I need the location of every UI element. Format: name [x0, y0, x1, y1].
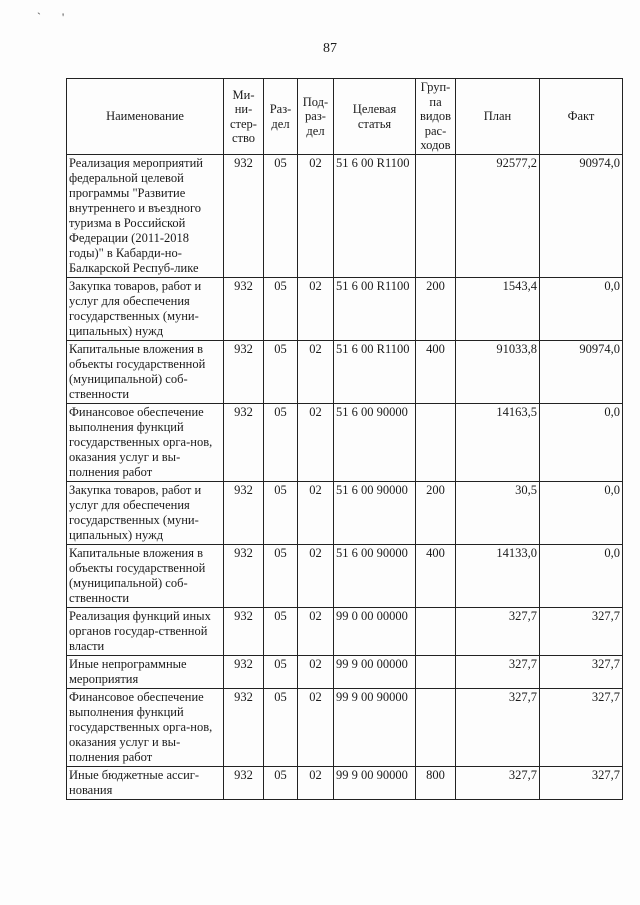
- cell-section: 05: [264, 545, 298, 608]
- cell-ministry: 932: [224, 656, 264, 689]
- cell-name: Капитальные вложения в объекты государственной (муниципальной) соб-ственности: [67, 341, 224, 404]
- cell-group: 200: [416, 482, 456, 545]
- cell-fact: 327,7: [540, 608, 623, 656]
- cell-fact: 327,7: [540, 689, 623, 767]
- cell-group: [416, 608, 456, 656]
- cell-name: Финансовое обеспечение выполнения функций государственных орга-нов, оказания услуг и вы-полнения работ: [67, 404, 224, 482]
- cell-subsection: 02: [298, 608, 334, 656]
- table-row: [67, 155, 623, 278]
- col-header-group: Груп- па видов рас- ходов: [416, 79, 456, 155]
- table-row: [67, 404, 623, 482]
- cell-target: 99 0 00 00000: [334, 608, 416, 656]
- cell-subsection: 02: [298, 767, 334, 800]
- cell-ministry: 932: [224, 608, 264, 656]
- cell-group: 800: [416, 767, 456, 800]
- cell-plan: 327,7: [456, 689, 540, 767]
- cell-plan: 1543,4: [456, 278, 540, 341]
- col-header-ministry: Ми- ни- стер- ство: [224, 79, 264, 155]
- cell-target: 51 6 00 R1100: [334, 155, 416, 278]
- cell-name: Реализация мероприятий федеральной целевой программы "Развитие внутреннего и въездного туризма в Российской Федерации (2011-2018 годы)" в Кабарди-но-Балкарской Респуб-лике: [67, 155, 224, 278]
- page-number: 87: [323, 41, 337, 56]
- cell-ministry: 932: [224, 482, 264, 545]
- cell-plan: 327,7: [456, 656, 540, 689]
- cell-target: 51 6 00 90000: [334, 404, 416, 482]
- table-row: [67, 545, 623, 608]
- cell-plan: 91033,8: [456, 341, 540, 404]
- table-row: [67, 608, 623, 656]
- cell-name: Иные непрограммные мероприятия: [67, 656, 224, 689]
- cell-section: 05: [264, 404, 298, 482]
- table-row: [67, 767, 623, 800]
- cell-ministry: 932: [224, 404, 264, 482]
- cell-target: 99 9 00 90000: [334, 689, 416, 767]
- cell-plan: 327,7: [456, 767, 540, 800]
- cell-fact: 0,0: [540, 482, 623, 545]
- cell-fact: 327,7: [540, 656, 623, 689]
- cell-ministry: 932: [224, 155, 264, 278]
- cell-ministry: 932: [224, 545, 264, 608]
- cell-section: 05: [264, 767, 298, 800]
- table-row: [67, 341, 623, 404]
- cell-plan: 30,5: [456, 482, 540, 545]
- header-row: [67, 79, 623, 155]
- cell-ministry: 932: [224, 767, 264, 800]
- cell-plan: 327,7: [456, 608, 540, 656]
- cell-name: Реализация функций иных органов государ-ственной власти: [67, 608, 224, 656]
- col-header-target: Целевая статья: [334, 79, 416, 155]
- cell-subsection: 02: [298, 482, 334, 545]
- cell-plan: 14163,5: [456, 404, 540, 482]
- cell-section: 05: [264, 656, 298, 689]
- cell-group: 200: [416, 278, 456, 341]
- table-row: [67, 656, 623, 689]
- cell-target: 51 6 00 R1100: [334, 341, 416, 404]
- cell-subsection: 02: [298, 689, 334, 767]
- cell-subsection: 02: [298, 404, 334, 482]
- table-row: [67, 689, 623, 767]
- cell-ministry: 932: [224, 689, 264, 767]
- cell-subsection: 02: [298, 278, 334, 341]
- cell-subsection: 02: [298, 545, 334, 608]
- cell-section: 05: [264, 689, 298, 767]
- cell-section: 05: [264, 482, 298, 545]
- cell-section: 05: [264, 278, 298, 341]
- cell-name: Иные бюджетные ассиг-нования: [67, 767, 224, 800]
- cell-group: [416, 656, 456, 689]
- cell-ministry: 932: [224, 278, 264, 341]
- cell-name: Финансовое обеспечение выполнения функций государственных орга-нов, оказания услуг и вы-полнения работ: [67, 689, 224, 767]
- cell-subsection: 02: [298, 155, 334, 278]
- cell-fact: 0,0: [540, 278, 623, 341]
- scan-mark: ': [62, 10, 65, 24]
- table-row: [67, 278, 623, 341]
- cell-group: [416, 404, 456, 482]
- cell-subsection: 02: [298, 341, 334, 404]
- cell-fact: 90974,0: [540, 155, 623, 278]
- cell-name: Капитальные вложения в объекты государственной (муниципальной) соб-ственности: [67, 545, 224, 608]
- cell-fact: 327,7: [540, 767, 623, 800]
- col-header-plan: План: [456, 79, 540, 155]
- cell-fact: 0,0: [540, 404, 623, 482]
- table-row: [67, 482, 623, 545]
- cell-subsection: 02: [298, 656, 334, 689]
- cell-target: 51 6 00 90000: [334, 545, 416, 608]
- col-header-fact: Факт: [540, 79, 623, 155]
- cell-plan: 92577,2: [456, 155, 540, 278]
- col-header-name: Наименование: [67, 79, 224, 155]
- budget-table: [66, 78, 623, 800]
- cell-section: 05: [264, 155, 298, 278]
- cell-fact: 90974,0: [540, 341, 623, 404]
- cell-group: 400: [416, 545, 456, 608]
- scan-mark: `: [37, 10, 41, 24]
- cell-fact: 0,0: [540, 545, 623, 608]
- cell-section: 05: [264, 341, 298, 404]
- cell-name: Закупка товаров, работ и услуг для обеспечения государственных (муни-ципальных) нужд: [67, 278, 224, 341]
- cell-target: 99 9 00 00000: [334, 656, 416, 689]
- cell-target: 51 6 00 90000: [334, 482, 416, 545]
- cell-group: 400: [416, 341, 456, 404]
- cell-group: [416, 155, 456, 278]
- col-header-section: Раз- дел: [264, 79, 298, 155]
- cell-plan: 14133,0: [456, 545, 540, 608]
- cell-section: 05: [264, 608, 298, 656]
- cell-target: 99 9 00 90000: [334, 767, 416, 800]
- cell-target: 51 6 00 R1100: [334, 278, 416, 341]
- cell-group: [416, 689, 456, 767]
- cell-name: Закупка товаров, работ и услуг для обеспечения государственных (муни-ципальных) нужд: [67, 482, 224, 545]
- col-header-subsection: Под- раз- дел: [298, 79, 334, 155]
- cell-ministry: 932: [224, 341, 264, 404]
